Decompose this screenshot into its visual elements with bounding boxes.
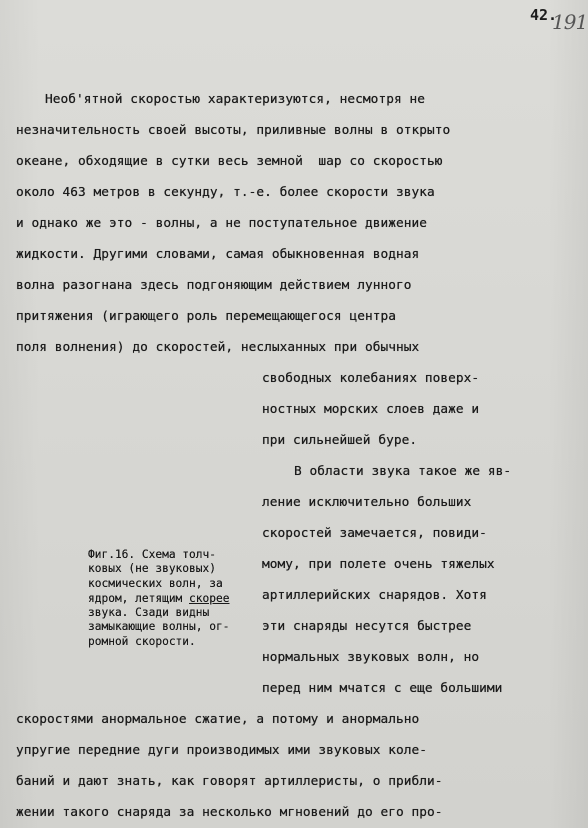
caption-line: звука. Сзади видны	[88, 606, 210, 619]
text-line: жидкости. Другими словами, самая обыкновенная водная	[16, 247, 420, 262]
caption-underlined-word: скорее	[189, 592, 230, 605]
text-line: скоростей замечается, повиди-	[262, 526, 487, 541]
text-line: жении такого снаряда за несколько мгновений до его про-	[16, 805, 443, 820]
text-line: перед ним мчатся с еще большими	[262, 681, 503, 696]
text-line: упругие передние дуги производимых ими звуковых коле-	[16, 743, 427, 758]
text-line: артиллерийских снарядов. Хотя	[262, 588, 487, 603]
text-line: ностных морских слоев даже и	[262, 402, 480, 417]
text-line: ление исключительно больших	[262, 495, 472, 510]
text-line: свободных колебаниях поверх-	[262, 371, 480, 386]
text-line: баний и дают знать, как говорят артиллеристы, о прибли-	[16, 774, 443, 789]
text-line: поля волнения) до скоростей, неслыханных при обычных	[16, 340, 420, 355]
caption-text: ядром, летящим	[88, 592, 190, 605]
text-line: нормальных звуковых волн, но	[262, 650, 480, 665]
caption-line: ромной скорости.	[88, 635, 196, 648]
text-line: незначительность своей высоты, приливные волны в открыто	[16, 123, 451, 138]
caption-line	[88, 592, 229, 606]
text-line: океане, обходящие в сутки весь земной шар со скоростью	[16, 154, 443, 169]
text-line: скоростями анормальное сжатие, а потому и анормально	[16, 712, 420, 727]
text-line: и однако же это - волны, а не поступательное движение	[16, 216, 427, 231]
text-line: мому, при полете очень тяжелых	[262, 557, 495, 572]
caption-line: замыкающие волны, ог-	[88, 620, 230, 633]
handwritten-page-number: 191	[552, 10, 588, 34]
text-line: Необ'ятной скоростью характеризуются, несмотря не	[45, 92, 425, 107]
caption-line: космических волн, за	[88, 577, 223, 590]
caption-line: ковых (не звуковых)	[88, 562, 216, 575]
text-line: около 463 метров в секунду, т.-е. более скорости звука	[16, 185, 435, 200]
text-line: волна разогнана здесь подгоняющим действием лунного	[16, 278, 412, 293]
caption-line: Фиг.16. Схема толч-	[88, 548, 216, 561]
text-line: притяжения (играющего роль перемещающегося центра	[16, 309, 396, 324]
text-line: эти снаряды несутся быстрее	[262, 619, 472, 634]
text-line: В области звука такое же яв-	[294, 464, 512, 479]
page-number: 42.	[530, 6, 558, 24]
text-line: при сильнейшей буре.	[262, 433, 418, 448]
